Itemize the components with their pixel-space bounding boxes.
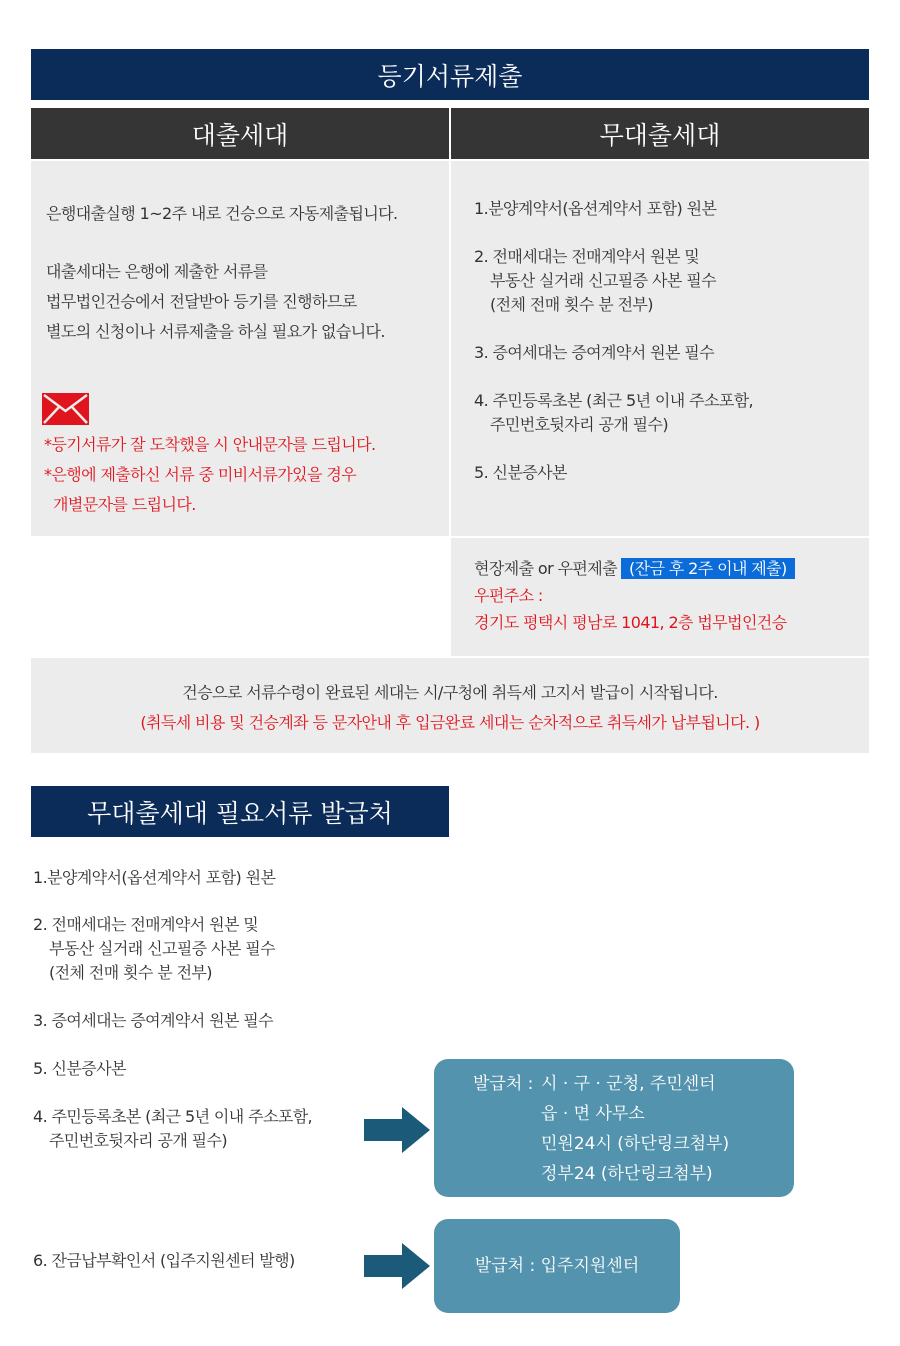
right-arrow-icon bbox=[364, 1243, 430, 1289]
issuer-item: 민원24시 (하단링크첨부) bbox=[541, 1134, 730, 1154]
list-item-text: 주민번호뒷자리 공개 필수) bbox=[490, 415, 669, 434]
list-item bbox=[474, 389, 753, 437]
column-header-no-loan bbox=[451, 108, 869, 159]
list-item-text: (전체 전매 횟수 분 전부) bbox=[490, 295, 653, 314]
list-item: (전체 전매 횟수 분 전부) bbox=[49, 963, 212, 982]
no-loan-document-list bbox=[474, 197, 753, 485]
list-item bbox=[474, 197, 753, 221]
document-list-item-6 bbox=[33, 1249, 295, 1273]
submission-method: 현장제출 or 우편제출 bbox=[474, 559, 617, 578]
document-list bbox=[33, 866, 275, 890]
loan-note: *은행에 제출하신 서류 중 미비서류가있을 경우 bbox=[44, 465, 357, 484]
page-title bbox=[31, 49, 869, 100]
list-item bbox=[474, 245, 753, 317]
loan-description-line: 별도의 신청이나 서류제출을 하실 필요가 없습니다. bbox=[46, 322, 385, 341]
list-item: 6. 잔금납부확인서 (입주지원센터 발행) bbox=[33, 1251, 295, 1270]
document-list-item-4 bbox=[33, 1105, 312, 1153]
loan-description-line: 대출세대는 은행에 제출한 서류를 bbox=[46, 262, 268, 281]
loan-note: 개별문자를 드립니다. bbox=[53, 495, 196, 514]
issuer-text: 발급처 : 입주지원센터 bbox=[474, 1256, 640, 1276]
loan-note: *등기서류가 잘 도착했을 시 안내문자를 드립니다. bbox=[44, 435, 376, 454]
submission-panel bbox=[451, 538, 869, 656]
no-loan-panel bbox=[451, 161, 869, 536]
document-list-item-5 bbox=[33, 1057, 126, 1081]
tax-notice-line: (취득세 비용 및 건승계좌 등 문자안내 후 입금완료 세대는 순차적으로 취득세가 납부됩니다. ) bbox=[140, 713, 760, 732]
list-item-text: 1.분양계약서(옵션계약서 포함) 원본 bbox=[474, 199, 717, 218]
tax-notice-line: 건승으로 서류수령이 완료된 세대는 시/구청에 취득세 고지서 발급이 시작됩니다. bbox=[182, 683, 718, 702]
list-item bbox=[474, 461, 753, 485]
tax-notice bbox=[31, 658, 869, 753]
submission-deadline-badge: (잔금 후 2주 이내 제출) bbox=[621, 558, 795, 579]
section-title-text: 무대출세대 필요서류 발급처 bbox=[87, 798, 393, 828]
issuer-item: 읍 · 면 사무소 bbox=[541, 1104, 645, 1124]
section-title bbox=[31, 786, 449, 837]
issuer-list bbox=[541, 1069, 729, 1189]
column-header-loan bbox=[31, 108, 449, 159]
submission-info bbox=[474, 555, 795, 636]
list-item: 3. 증여세대는 증여계약서 원본 필수 bbox=[33, 1011, 273, 1030]
right-arrow-icon bbox=[364, 1107, 430, 1153]
envelope-icon bbox=[42, 393, 89, 425]
list-item-text: 5. 신분증사본 bbox=[474, 463, 567, 482]
issuer-item: 시 · 구 · 군청, 주민센터 bbox=[541, 1074, 716, 1094]
loan-description-line: 법무법인건승에서 전달받아 등기를 진행하므로 bbox=[46, 292, 357, 311]
issuer-label: 발급처 : bbox=[473, 1074, 534, 1094]
list-item: 주민번호뒷자리 공개 필수) bbox=[49, 1131, 228, 1150]
loan-auto-submit-text: 은행대출실행 1~2주 내로 건승으로 자동제출됩니다. bbox=[46, 204, 398, 223]
column-header-no-loan-text: 무대출세대 bbox=[599, 120, 721, 150]
list-item-text: 2. 전매세대는 전매계약서 원본 및 bbox=[474, 247, 700, 266]
issuer-item: 정부24 (하단링크첨부) bbox=[541, 1164, 713, 1184]
list-item-text: 4. 주민등록초본 (최근 5년 이내 주소포함, bbox=[474, 391, 754, 410]
postal-address-label: 우편주소 : bbox=[474, 586, 543, 605]
list-item: 1.분양계약서(옵션계약서 포함) 원본 bbox=[33, 868, 276, 887]
postal-address: 경기도 평택시 평남로 1041, 2층 법무법인건승 bbox=[474, 613, 787, 632]
page-title-text: 등기서류제출 bbox=[377, 61, 523, 91]
issuer-box-public-office bbox=[434, 1059, 794, 1197]
list-item: 5. 신분증사본 bbox=[33, 1059, 126, 1078]
loan-notes bbox=[44, 430, 375, 520]
issuer-box-resident-center bbox=[434, 1219, 680, 1313]
loan-panel-text bbox=[46, 202, 398, 226]
list-item: 2. 전매세대는 전매계약서 원본 및 bbox=[33, 915, 259, 934]
tax-notice-text bbox=[31, 678, 869, 738]
loan-description bbox=[46, 257, 385, 347]
column-header-loan-text: 대출세대 bbox=[191, 120, 289, 150]
list-item: 4. 주민등록초본 (최근 5년 이내 주소포함, bbox=[33, 1107, 313, 1126]
document-list-item-3 bbox=[33, 1009, 273, 1033]
list-item bbox=[474, 341, 753, 365]
list-item-text: 부동산 실거래 신고필증 사본 필수 bbox=[490, 271, 716, 290]
list-item-text: 3. 증여세대는 증여계약서 원본 필수 bbox=[474, 343, 714, 362]
list-item: 부동산 실거래 신고필증 사본 필수 bbox=[49, 939, 275, 958]
document-list-item-2 bbox=[33, 913, 275, 985]
loan-panel bbox=[31, 161, 449, 536]
